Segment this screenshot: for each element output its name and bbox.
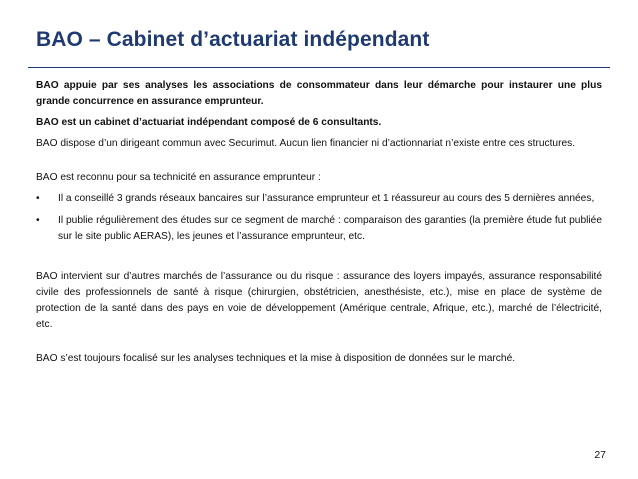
focus-paragraph: BAO s’est toujours focalisé sur les analyses techniques et la mise à disposition de données sur le marché. [36,353,516,364]
list-item [36,191,602,207]
intro-paragraph-1: BAO appuie par ses analyses les associations de consommateur dans leur démarche pour instaurer une plus grande concurrence en assurance emprunteur. [36,80,602,107]
bullet-glyph: • [36,215,40,226]
page-number: 27 [594,449,606,461]
intro-paragraph-3: BAO dispose d’un dirigeant commun avec Securimut. Aucun lien financier ni d’actionnariat n’existe entre ces structures. [36,138,576,149]
title-divider [28,67,610,68]
bullet-text: Il a conseillé 3 grands réseaux bancaires sur l’assurance emprunteur et 1 réassureur au cours des 5 dernières années, [58,193,595,204]
expertise-bullet-list [36,191,602,245]
other-markets-paragraph: BAO intervient sur d’autres marchés de l’assurance ou du risque : assurance des loyers impayés, assurance responsabilité civile des professionnels de santé à risque (chirurgien, obstétricien, anesthésiste, etc.), mise en place de système de protection de la santé dans des pays en voie de développement (Amérique centrale, Afrique, etc.), marché de l’électricité, etc. [36,271,602,330]
intro-paragraph-2: BAO est un cabinet d’actuariat indépendant composé de 6 consultants. [36,117,382,128]
list-item [36,213,602,245]
slide-content [36,78,602,367]
bullet-glyph: • [36,193,40,204]
slide-title: BAO – Cabinet d’actuariat indépendant [36,28,430,51]
expertise-lead: BAO est reconnu pour sa technicité en assurance emprunteur : [36,172,321,183]
bullet-text: Il publie régulièrement des études sur ce segment de marché : comparaison des garanties (la première étude fut publiée sur le site public AERAS), les jeunes et l’assurance emprunteur, etc. [58,215,602,242]
